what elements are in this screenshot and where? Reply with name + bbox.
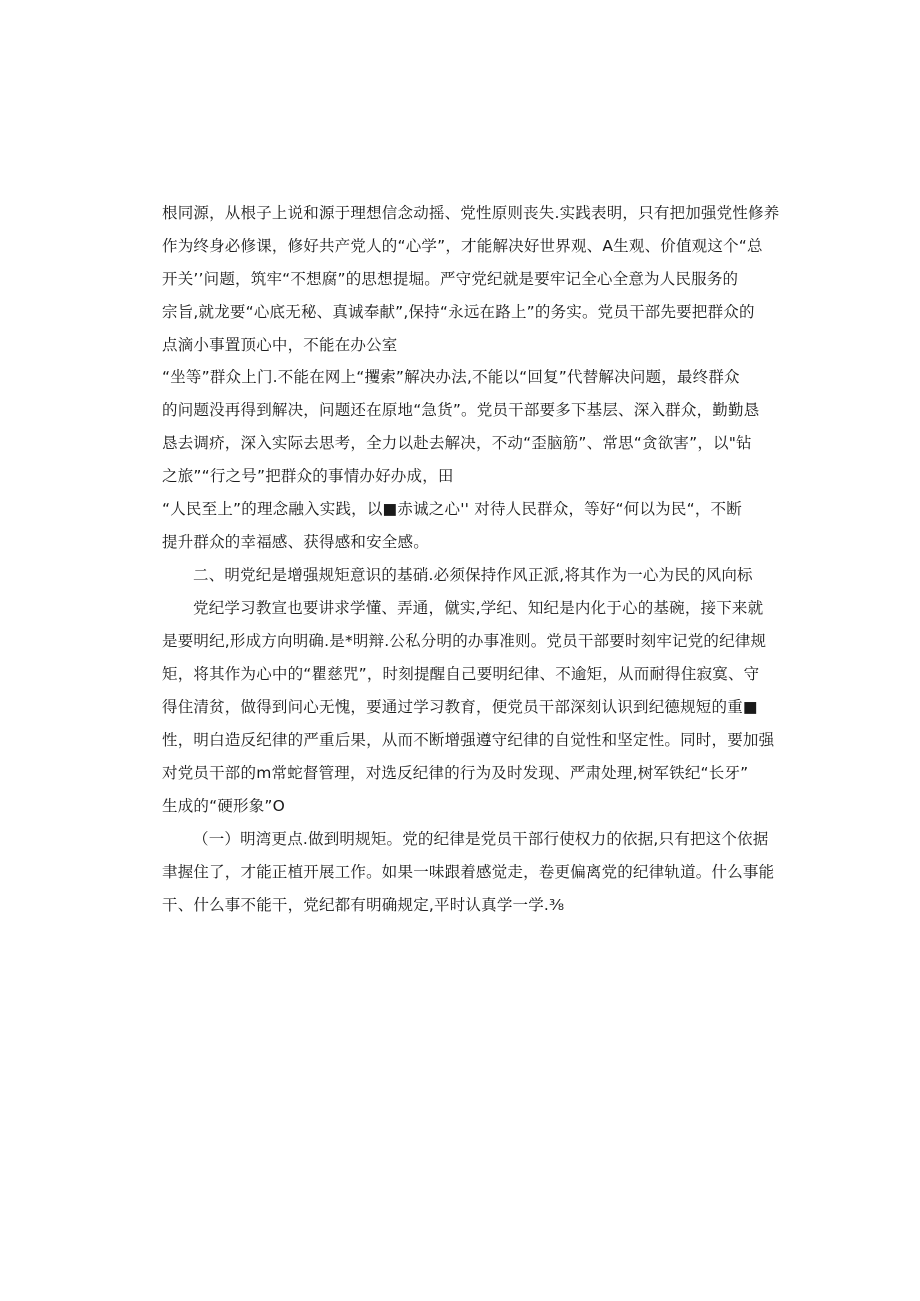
text-line: 得住清贫，做得到问心无愧，要通过学习教育，便党员干部深刻认识到纪德规短的重■	[162, 698, 758, 716]
text-line: 聿握住了，才能正植开展工作。如果一味跟着感觉走，卷更偏离党的纪律轨道。什么事能	[162, 863, 775, 881]
text-line: 根同源，从根子上说和源于理想信念动摇、党性原则丧失.实践表明，只有把加强党性修养	[162, 204, 780, 222]
subsection-heading: （一）明湾更点.做到明规矩。党的纪律是党员干部行使权力的依据,只有把这个依据	[193, 830, 769, 848]
text-line: 干、什么事不能干，党纪都有明确规定,平时认真学一学.⅜	[162, 896, 565, 914]
text-line: 党纪学习教宣也要讲求学懂、弄通，僦实,学纪、知纪是内化于心的基碗，接下来就	[193, 599, 764, 617]
text-line: 矩，将其作为心中的“瞿慈咒”，时刻提醒自己要明纪律、不逾矩，从而耐得住寂寞、守	[162, 665, 760, 683]
text-line: 作为终身必修课，修好共产党人的“心学”，才能解决好世界观、A生观、价值观这个“总	[162, 237, 763, 255]
section-heading: 二、明党纪是增强规矩意识的基硝.必须保持作风正派,将其作为一心为民的风向标	[193, 566, 753, 584]
text-line: “人民至上”的理念融入实践，以■赤诚之心'' 对待人民群众，等好“何以为民“，不断	[162, 500, 742, 518]
text-line: 提升群众的幸福感、获得感和安全感。	[162, 533, 429, 551]
text-line: 生成的“硬形象”O	[162, 797, 286, 815]
text-line: 是要明纪,形成方向明确.是*明辩.公私分明的办事准则。党员干部要时刻牢记党的纪律规	[162, 632, 767, 650]
text-line: 恳去调疥，深入实际去思考，全力以赴去解决，不动“歪脑筋”、常思“贪欲害”，以"钻	[162, 434, 752, 452]
text-line: 之旅”“行之号”把群众的事情办好办成，田	[162, 467, 454, 485]
text-line: “坐等”群众上门.不能在网上“攫索”解决办法,不能以“回复”代替解决问题，最终群众	[162, 368, 740, 386]
text-line: 宗旨,就龙要“心底无秘、真诚奉献”,保持“永远在路上”的务实。党员干部先要把群众的	[162, 303, 755, 321]
text-line: 点滴小事置顶心中，不能在办公室	[162, 336, 398, 354]
text-line: 性，明白造反纪律的严重后果，从而不断增强遵守纪律的自觉性和坚定性。同时，要加强	[162, 731, 775, 749]
text-line: 对党员干部的m常蛇督管理，对选反纪律的行为及时发现、严肃处理,树军铁纪“长牙”	[162, 764, 749, 782]
text-line: 开关’’问题，筑牢“不想腐”的思想提堀。严守党纪就是要牢记全心全意为人民服务的	[162, 270, 739, 288]
text-line: 的问题没再得到解决，问题还在原地“急货”。党员干部要多下基层、深入群众，勤勤恳	[162, 401, 760, 419]
